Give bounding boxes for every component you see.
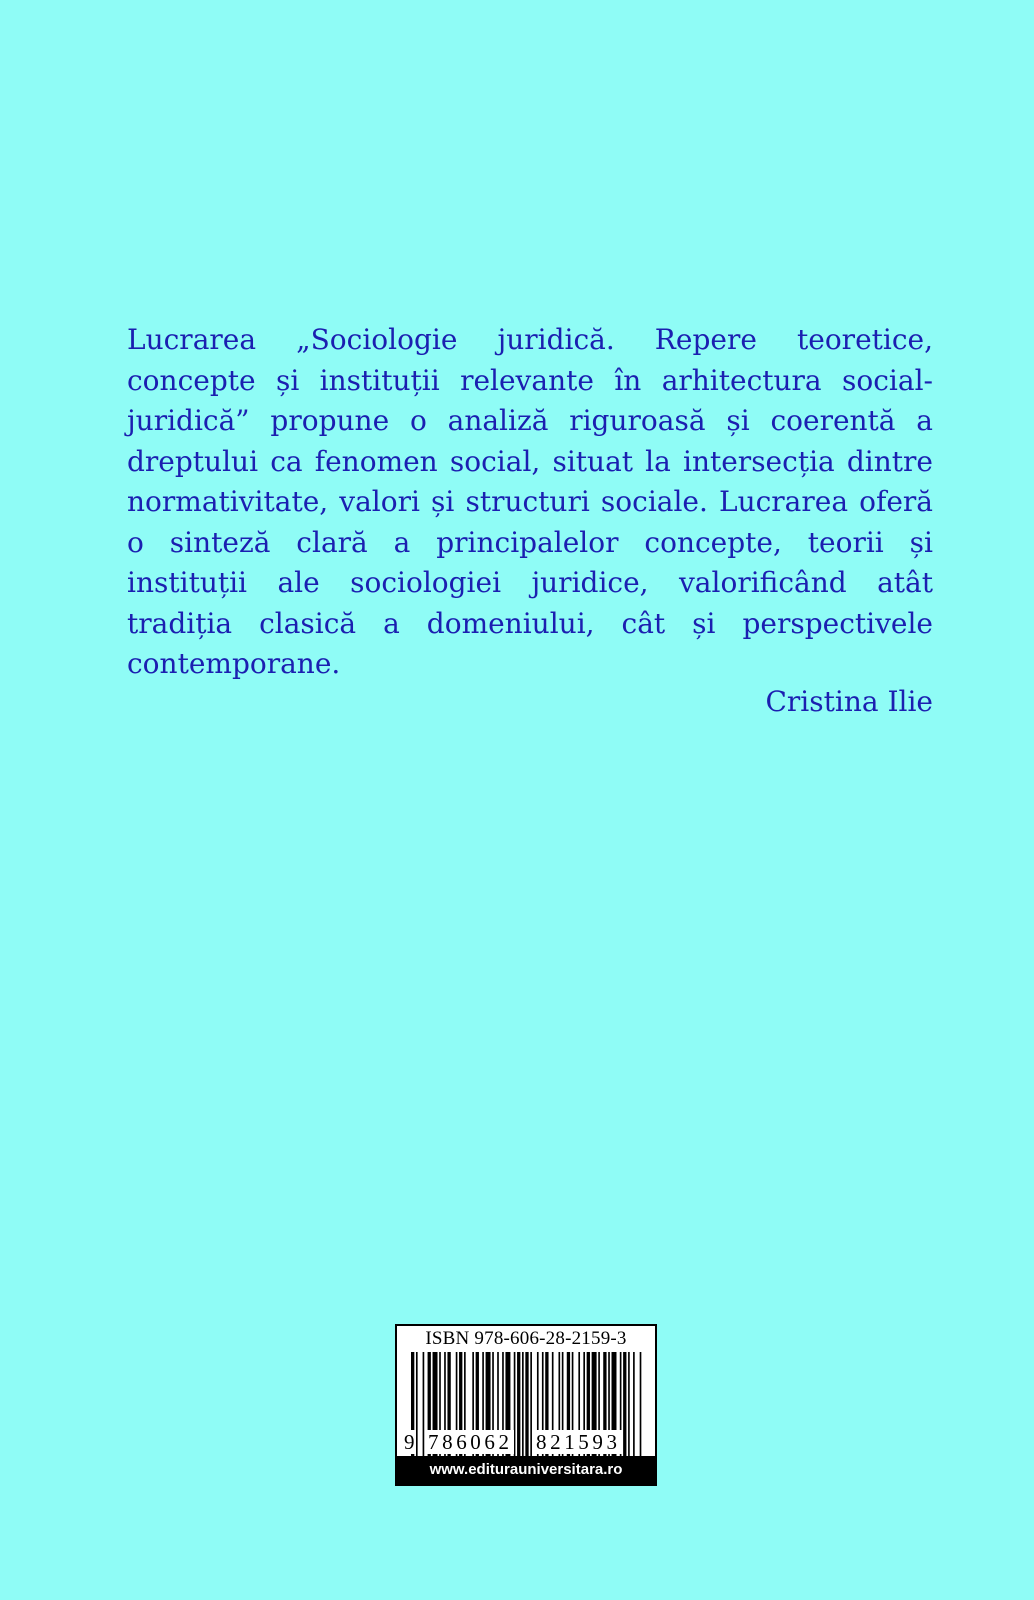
barcode-digits [397,1430,655,1454]
author-name: Cristina Ilie [765,685,933,718]
back-cover-blurb: Lucrarea „Sociologie juridică. Repere teoretice, concepte și instituții relevante în arhitectura social-juridică” propune o analiză riguroasă și coerentă a dreptului ca fenomen social, situat la intersecția dintre normativitate, valori și structuri sociale. Lucrarea oferă o sinteză clară a principalelor concepte, teorii și instituții ale sociologiei juridice, valorificând atât tradiția clasică a domeniului, cât și perspectivele contemporane. [127,323,933,680]
isbn-label: ISBN 978-606-28-2159-3 [425,1328,627,1349]
barcode-digit-first: 9 [404,1430,415,1454]
barcode-digit-group-left: 786062 [428,1430,513,1454]
publisher-url: www.editurauniversitara.ro [397,1456,655,1484]
isbn-barcode [395,1324,657,1486]
barcode-digit-group-right: 821593 [536,1430,621,1454]
